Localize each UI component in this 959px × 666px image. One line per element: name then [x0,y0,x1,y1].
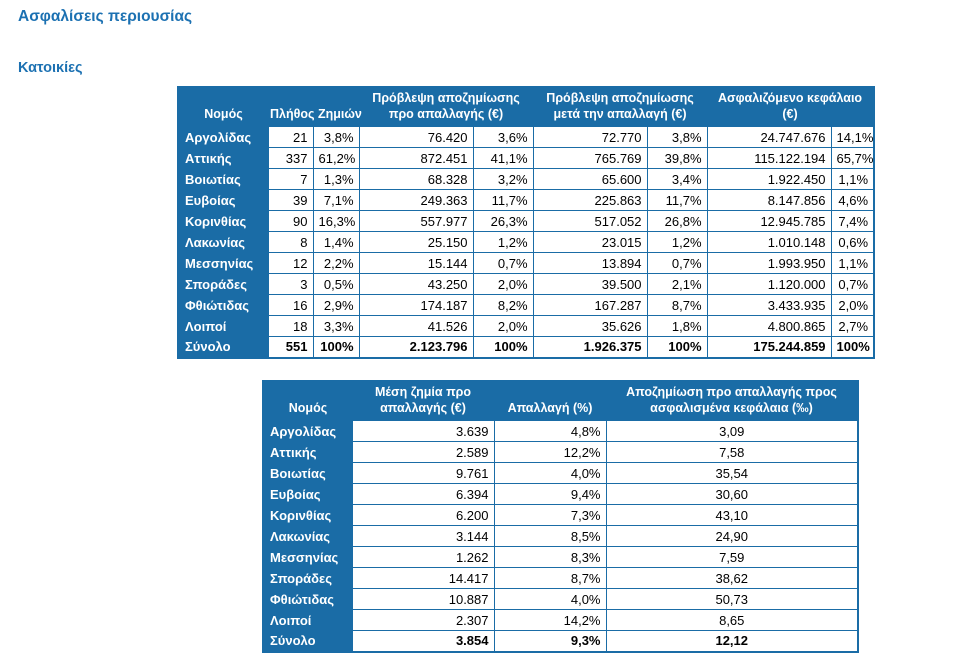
cell-prov-before-pct: 2,0% [473,316,533,337]
table-row [263,463,858,484]
total-row [263,631,858,652]
row-label: Μεσσηνίας [263,547,352,568]
cell-ratio: 43,10 [606,505,858,526]
cell-prov-after: 35.626 [533,316,647,337]
cell-count-pct: 1,3% [313,169,359,190]
row-label: Λοιποί [178,316,268,337]
cell-prov-before-pct: 3,6% [473,127,533,148]
cell-count-pct: 0,5% [313,274,359,295]
cell-capital-pct: 1,1% [831,253,874,274]
cell-avg-loss: 10.887 [352,589,494,610]
cell-deductible: 4,0% [494,589,606,610]
cell-prov-before: 15.144 [359,253,473,274]
cell-ratio: 7,59 [606,547,858,568]
cell-prov-after: 517.052 [533,211,647,232]
row-label: Ευβοίας [178,190,268,211]
cell-avg-loss: 9.761 [352,463,494,484]
cell-avg-loss: 14.417 [352,568,494,589]
cell-capital-pct: 7,4% [831,211,874,232]
cell-deductible: 8,7% [494,568,606,589]
row-label: Βοιωτίας [263,463,352,484]
cell-ratio: 12,12 [606,631,858,652]
row-label: Λακωνίας [178,232,268,253]
cell-avg-loss: 2.589 [352,442,494,463]
row-label: Σποράδες [178,274,268,295]
cell-prov-after-pct: 3,8% [647,127,707,148]
header-row [263,381,858,421]
cell-capital: 1.120.000 [707,274,831,295]
cell-avg-loss: 6.200 [352,505,494,526]
cell-prov-before: 68.328 [359,169,473,190]
cell-prov-after: 1.926.375 [533,337,647,358]
cell-avg-loss: 2.307 [352,610,494,631]
cell-capital-pct: 100% [831,337,874,358]
table-row [263,505,858,526]
cell-prov-after: 72.770 [533,127,647,148]
cell-ratio: 3,09 [606,421,858,442]
cell-prov-before-pct: 0,7% [473,253,533,274]
cell-prov-after-pct: 8,7% [647,295,707,316]
cell-prov-before-pct: 1,2% [473,232,533,253]
table-row [263,547,858,568]
cell-deductible: 14,2% [494,610,606,631]
table-row [178,253,874,274]
cell-ratio: 30,60 [606,484,858,505]
cell-count: 90 [268,211,313,232]
cell-count: 21 [268,127,313,148]
cell-prov-before: 174.187 [359,295,473,316]
row-label: Σύνολο [178,337,268,358]
cell-capital: 4.800.865 [707,316,831,337]
cell-count: 337 [268,148,313,169]
cell-prov-after: 65.600 [533,169,647,190]
table-row [178,274,874,295]
table-row [178,211,874,232]
cell-prov-before: 25.150 [359,232,473,253]
row-label: Κορινθίας [178,211,268,232]
cell-prov-before: 76.420 [359,127,473,148]
table-row [178,148,874,169]
total-row [178,337,874,358]
cell-deductible: 4,0% [494,463,606,484]
row-label: Σύνολο [263,631,352,652]
cell-count-pct: 2,9% [313,295,359,316]
cell-prov-before-pct: 26,3% [473,211,533,232]
row-label: Σποράδες [263,568,352,589]
cell-prov-before: 43.250 [359,274,473,295]
cell-prov-before-pct: 11,7% [473,190,533,211]
row-label: Βοιωτίας [178,169,268,190]
cell-capital: 175.244.859 [707,337,831,358]
cell-deductible: 8,3% [494,547,606,568]
cell-count-pct: 2,2% [313,253,359,274]
cell-ratio: 7,58 [606,442,858,463]
col-header-insured-capital: Ασφαλιζόμενο κεφάλαιο (€) [707,87,874,127]
table-row [263,484,858,505]
cell-deductible: 7,3% [494,505,606,526]
table-row [178,232,874,253]
table-row [178,169,874,190]
cell-prov-before: 249.363 [359,190,473,211]
row-label: Αττικής [178,148,268,169]
cell-count-pct: 100% [313,337,359,358]
table-row [178,316,874,337]
cell-capital: 1.010.148 [707,232,831,253]
cell-prov-before-pct: 100% [473,337,533,358]
cell-capital-pct: 1,1% [831,169,874,190]
cell-prov-after-pct: 11,7% [647,190,707,211]
cell-count: 3 [268,274,313,295]
table-row [178,190,874,211]
claims-table-footer [178,337,874,358]
cell-avg-loss: 3.854 [352,631,494,652]
row-label: Κορινθίας [263,505,352,526]
cell-ratio: 35,54 [606,463,858,484]
claims-provisions-table [177,86,875,359]
row-label: Αργολίδας [178,127,268,148]
cell-capital-pct: 2,0% [831,295,874,316]
cell-count-pct: 7,1% [313,190,359,211]
cell-count: 16 [268,295,313,316]
cell-prov-before: 557.977 [359,211,473,232]
row-label: Μεσσηνίας [178,253,268,274]
cell-prov-after-pct: 1,8% [647,316,707,337]
cell-count: 18 [268,316,313,337]
cell-prov-after-pct: 2,1% [647,274,707,295]
cell-prov-after: 167.287 [533,295,647,316]
cell-capital: 8.147.856 [707,190,831,211]
cell-prov-before: 872.451 [359,148,473,169]
row-label: Αργολίδας [263,421,352,442]
claims-table-header [178,87,874,127]
cell-ratio: 38,62 [606,568,858,589]
cell-prov-before-pct: 3,2% [473,169,533,190]
table-row [263,589,858,610]
col-header-deductible: Απαλλαγή (%) [494,381,606,421]
cell-prov-after-pct: 100% [647,337,707,358]
cell-ratio: 8,65 [606,610,858,631]
cell-capital-pct: 2,7% [831,316,874,337]
col-header-nomos: Νομός [178,87,268,127]
table-row [178,295,874,316]
row-label: Αττικής [263,442,352,463]
cell-prov-before: 41.526 [359,316,473,337]
cell-deductible: 9,4% [494,484,606,505]
cell-avg-loss: 3.144 [352,526,494,547]
col-header-provision-before: Πρόβλεψη αποζημίωσης προ απαλλαγής (€) [359,87,533,127]
cell-capital: 12.945.785 [707,211,831,232]
cell-prov-after-pct: 0,7% [647,253,707,274]
cell-deductible: 8,5% [494,526,606,547]
table-row [263,442,858,463]
cell-count: 7 [268,169,313,190]
ratios-table-footer [263,631,858,652]
row-label: Λακωνίας [263,526,352,547]
cell-prov-after: 765.769 [533,148,647,169]
cell-capital-pct: 0,7% [831,274,874,295]
cell-deductible: 12,2% [494,442,606,463]
cell-count: 551 [268,337,313,358]
page-title: Ασφαλίσεις περιουσίας [18,8,193,25]
col-header-nomos: Νομός [263,381,352,421]
cell-prov-after-pct: 1,2% [647,232,707,253]
cell-prov-after: 23.015 [533,232,647,253]
table-row [263,568,858,589]
row-label: Ευβοίας [263,484,352,505]
cell-capital: 115.122.194 [707,148,831,169]
ratios-table [262,380,859,653]
cell-capital-pct: 14,1% [831,127,874,148]
col-header-provision-after: Πρόβλεψη αποζημίωσης μετά την απαλλαγή (€) [533,87,707,127]
cell-count-pct: 16,3% [313,211,359,232]
cell-deductible: 9,3% [494,631,606,652]
claims-table-body [178,127,874,337]
cell-count-pct: 61,2% [313,148,359,169]
table-row [263,526,858,547]
cell-prov-after: 39.500 [533,274,647,295]
cell-avg-loss: 6.394 [352,484,494,505]
cell-count: 12 [268,253,313,274]
cell-prov-before-pct: 41,1% [473,148,533,169]
cell-capital: 1.993.950 [707,253,831,274]
cell-ratio: 24,90 [606,526,858,547]
row-label: Φθιώτιδας [263,589,352,610]
cell-count: 39 [268,190,313,211]
cell-prov-after: 225.863 [533,190,647,211]
table-row [263,421,858,442]
col-header-claims-count: Πλήθος Ζημιών [268,87,359,127]
cell-count-pct: 3,3% [313,316,359,337]
section-title: Κατοικίες [18,60,83,76]
ratios-table-body [263,421,858,631]
cell-capital-pct: 65,7% [831,148,874,169]
cell-count: 8 [268,232,313,253]
cell-capital: 1.922.450 [707,169,831,190]
header-row [178,87,874,127]
cell-deductible: 4,8% [494,421,606,442]
cell-prov-after: 13.894 [533,253,647,274]
cell-capital: 3.433.935 [707,295,831,316]
cell-avg-loss: 1.262 [352,547,494,568]
cell-prov-after-pct: 26,8% [647,211,707,232]
cell-ratio: 50,73 [606,589,858,610]
cell-prov-after-pct: 3,4% [647,169,707,190]
row-label: Λοιποί [263,610,352,631]
col-header-avg-loss: Μέση ζημία προ απαλλαγής (€) [352,381,494,421]
col-header-claims-to-capital: Αποζημίωση προ απαλλαγής προς ασφαλισμένα κεφάλαια (‰) [606,381,858,421]
cell-prov-before-pct: 2,0% [473,274,533,295]
cell-capital-pct: 0,6% [831,232,874,253]
ratios-table-header [263,381,858,421]
cell-avg-loss: 3.639 [352,421,494,442]
cell-count-pct: 1,4% [313,232,359,253]
cell-capital-pct: 4,6% [831,190,874,211]
cell-prov-before-pct: 8,2% [473,295,533,316]
table-row [263,610,858,631]
cell-prov-after-pct: 39,8% [647,148,707,169]
cell-capital: 24.747.676 [707,127,831,148]
row-label: Φθιώτιδας [178,295,268,316]
cell-prov-before: 2.123.796 [359,337,473,358]
table-row [178,127,874,148]
cell-count-pct: 3,8% [313,127,359,148]
